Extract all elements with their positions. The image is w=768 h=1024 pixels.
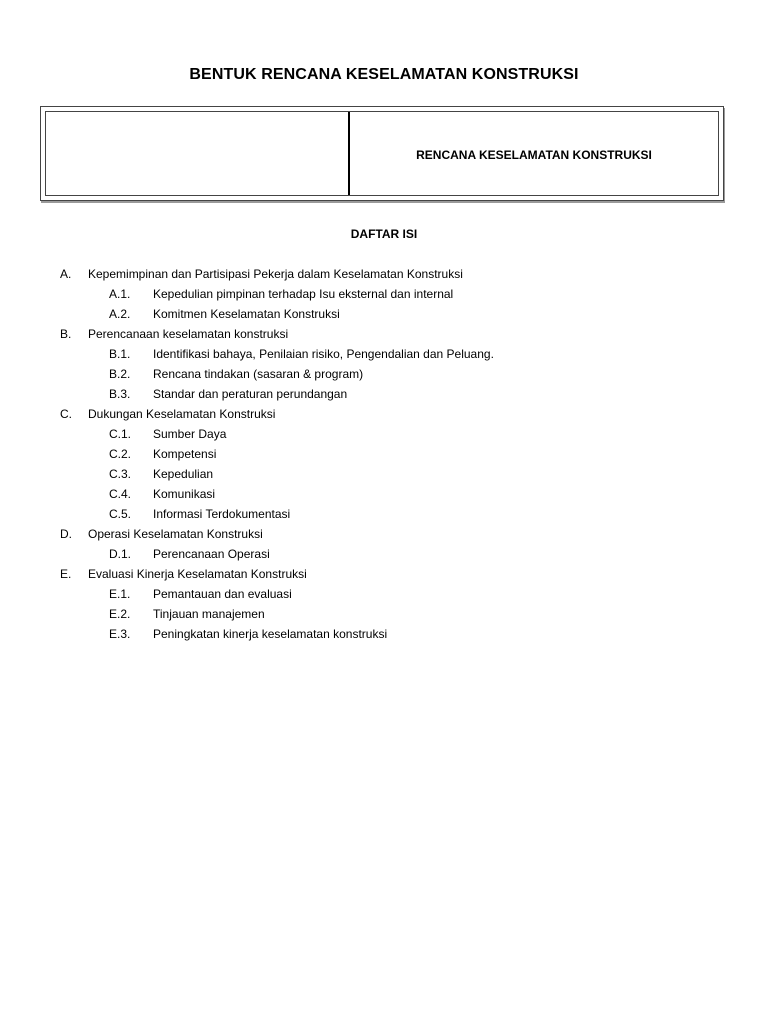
toc-item-code: C.5. bbox=[109, 507, 132, 521]
toc-item-text: Komitmen Keselamatan Konstruksi bbox=[153, 307, 340, 321]
toc-subsection bbox=[0, 484, 768, 504]
document-title: BENTUK RENCANA KESELAMATAN KONSTRUKSI bbox=[189, 66, 579, 83]
toc-heading: DAFTAR ISI bbox=[350, 227, 418, 241]
toc-item-code: E.3. bbox=[109, 627, 131, 641]
toc-item-text: Dukungan Keselamatan Konstruksi bbox=[88, 407, 276, 421]
toc-item-code: D.1. bbox=[109, 547, 132, 561]
toc-item-text: Kepedulian pimpinan terhadap Isu eksternal dan internal bbox=[153, 287, 454, 301]
toc-item-text: Pemantauan dan evaluasi bbox=[153, 587, 292, 601]
toc-item-code: C.4. bbox=[109, 487, 132, 501]
toc-item-text: Rencana tindakan (sasaran & program) bbox=[153, 367, 364, 381]
toc-subsection bbox=[0, 284, 768, 304]
toc-section bbox=[0, 524, 768, 544]
header-table bbox=[40, 106, 724, 201]
toc-item-text: Kepemimpinan dan Partisipasi Pekerja dalam Keselamatan Konstruksi bbox=[88, 267, 463, 281]
toc-item-code: E.1. bbox=[109, 587, 131, 601]
header-left-cell bbox=[46, 112, 350, 195]
toc-item-text: Operasi Keselamatan Konstruksi bbox=[88, 527, 263, 541]
toc-item-text: Perencanaan keselamatan konstruksi bbox=[88, 327, 289, 341]
toc-item-code: C.1. bbox=[109, 427, 132, 441]
toc-subsection bbox=[0, 304, 768, 324]
toc-subsection bbox=[0, 444, 768, 464]
toc-section bbox=[0, 404, 768, 424]
toc-item-code: C. bbox=[60, 407, 72, 421]
toc-item-text: Kepedulian bbox=[153, 467, 214, 481]
toc-subsection bbox=[0, 344, 768, 364]
toc-item-text: Informasi Terdokumentasi bbox=[153, 507, 291, 521]
toc-item-text: Standar dan peraturan perundangan bbox=[153, 387, 348, 401]
toc-item-code: C.2. bbox=[109, 447, 132, 461]
toc-item-text: Peningkatan kinerja keselamatan konstruksi bbox=[153, 627, 388, 641]
toc-item-text: Identifikasi bahaya, Penilaian risiko, Pengendalian dan Peluang. bbox=[153, 347, 494, 361]
toc-section bbox=[0, 264, 768, 284]
toc-subsection bbox=[0, 504, 768, 524]
toc-item-text: Evaluasi Kinerja Keselamatan Konstruksi bbox=[88, 567, 307, 581]
toc-subsection bbox=[0, 604, 768, 624]
toc-item-text: Tinjauan manajemen bbox=[153, 607, 265, 621]
toc-item-text: Kompetensi bbox=[153, 447, 217, 461]
toc-item-code: A. bbox=[60, 267, 72, 281]
toc-item-text: Sumber Daya bbox=[153, 427, 227, 441]
table-of-contents bbox=[0, 264, 768, 644]
toc-section bbox=[0, 564, 768, 584]
toc-item-code: A.1. bbox=[109, 287, 131, 301]
toc-item-code: B.1. bbox=[109, 347, 131, 361]
toc-item-code: B.2. bbox=[109, 367, 131, 381]
toc-section bbox=[0, 324, 768, 344]
toc-item-code: C.3. bbox=[109, 467, 132, 481]
toc-item-code: E. bbox=[60, 567, 72, 581]
toc-subsection bbox=[0, 584, 768, 604]
toc-subsection bbox=[0, 544, 768, 564]
header-right-cell: RENCANA KESELAMATAN KONSTRUKSI bbox=[416, 147, 652, 162]
toc-subsection bbox=[0, 384, 768, 404]
toc-subsection bbox=[0, 624, 768, 644]
toc-subsection bbox=[0, 424, 768, 444]
toc-item-code: E.2. bbox=[109, 607, 131, 621]
header-table-inner bbox=[45, 111, 719, 196]
toc-item-text: Komunikasi bbox=[153, 487, 216, 501]
toc-item-code: A.2. bbox=[109, 307, 131, 321]
toc-subsection bbox=[0, 364, 768, 384]
toc-item-code: D. bbox=[60, 527, 72, 541]
toc-item-text: Perencanaan Operasi bbox=[153, 547, 270, 561]
toc-subsection bbox=[0, 464, 768, 484]
toc-item-code: B.3. bbox=[109, 387, 131, 401]
toc-item-code: B. bbox=[60, 327, 72, 341]
